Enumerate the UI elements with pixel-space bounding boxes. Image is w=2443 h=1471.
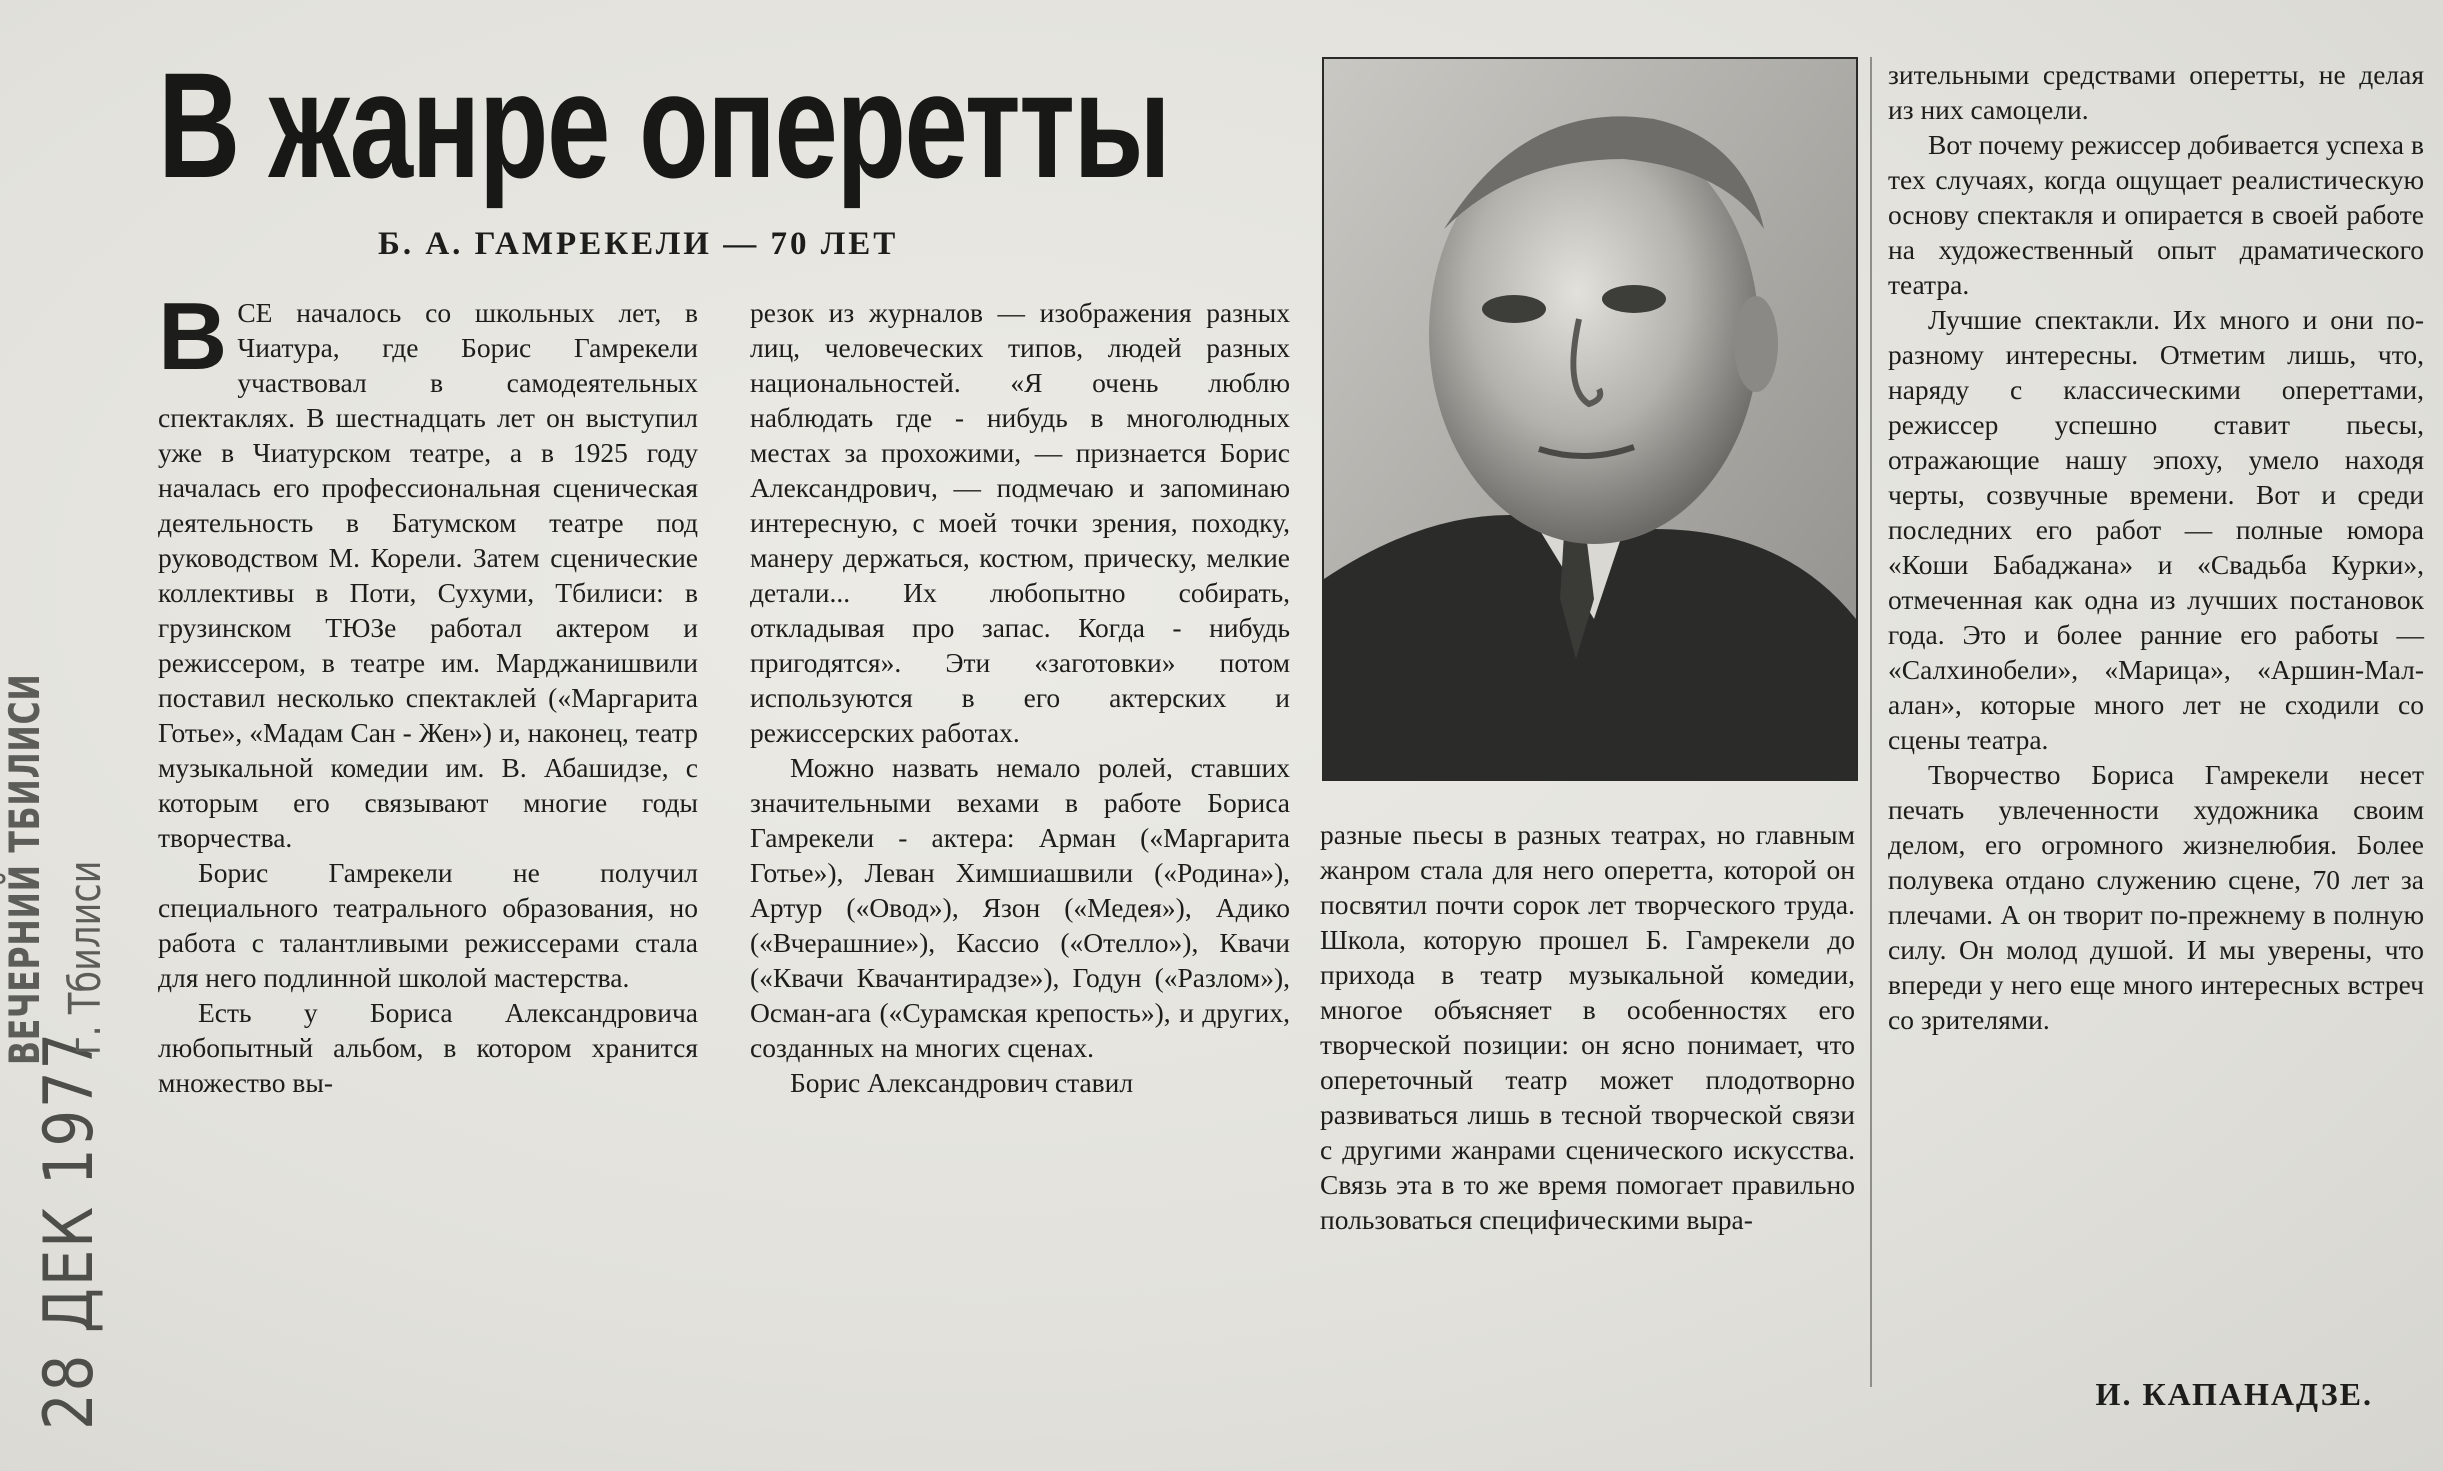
column-divider [1870,57,1872,1387]
paragraph: резок из журналов — изображения разных лиц, человеческих типов, людей разных национальностей. «Я очень люблю наблюдать где - нибудь в многолюдных местах за прохожими, — признается Борис Александрович, — подмечаю и запоминаю интересную, с моей точки зрения, походку, манеру держаться, костюм, прическу, мелкие детали... Их любопытно собирать, откладывая про запас. Когда - нибудь пригодятся». Эти «заготовки» потом используются в его актерских и режиссерских работах. [750,297,1290,748]
archive-stamp [0,190,150,1430]
drop-cap: В [158,283,228,390]
paragraph: Есть у Бориса Александровича любопытный альбом, в котором хранится множество вы- [158,997,698,1098]
text-column-4 [1888,57,2424,1037]
paragraph: Творчество Бориса Гамрекели несет печать увлеченности художника своим делом, его огромного жизнелюбия. Более полувека отдано служению сцене, 70 лет за плечами. А он творит по-прежнему в полную силу. Он молод душой. И мы уверены, что впереди у него еще много интересных встреч со зрителями. [1888,759,2424,1035]
text-column-1 [158,283,698,1100]
paragraph: разные пьесы в разных театрах, но главным жанром стала для него оперетта, которой он посвятил почти сорок лет творческого труда. Школа, которую прошел Б. Гамрекели до прихода в театр музыкальной комедии, многое объясняет в особенностях его творческой позиции: он ясно понимает, что опереточный театр может плодотворно развиваться лишь в тесной творческой связи с другими жанрами сценического искусства. Связь эта в то же время помогает правильно пользоваться специфическими выра- [1320,819,1855,1235]
stamp-city: г. Тбилиси [60,860,111,1055]
stamp-newspaper-name: ВЕЧЕРНИЙ ТБИЛИСИ [0,673,49,1065]
article-subhead: Б. А. ГАМРЕКЕЛИ — 70 ЛЕТ [378,226,899,262]
portrait-illustration [1324,59,1856,779]
text-column-2 [750,295,1290,1100]
paragraph: зительными средствами оперетты, не делая из них самоцели. [1888,59,2424,125]
paragraph: Борис Гамрекели не получил специального театрального образования, но работа с талантливыми режиссерами стала для него подлинной школой мастерства. [158,857,698,993]
portrait-photo [1322,57,1858,781]
text-column-3 [1320,817,1855,1237]
paragraph: Лучшие спектакли. Их много и они по-разному интересны. Отметим лишь, что, наряду с классическими опереттами, режиссер успешно ставит пьесы, отражающие нашу эпоху, умело находя черты, созвучные времени. Вот и среди последних его работ — полные юмора «Коши Бабаджана» и «Свадьба Курки», отмеченная как одна из лучших постановок года. Это и более ранние его работы — «Салхинобели», «Марица», «Аршин-Мал-алан», которые много лет не сходили со сцены театра. [1888,304,2424,755]
paragraph-text: СЕ началось со школьных лет, в Чиатура, где Борис Гамрекели участвовал в самодеятельных спектаклях. В шестнадцать лет он выступил уже в Чиатурском театре, а в 1925 году началась его профессиональная сценическая деятельность в Батумском театре под руководством М. Корели. Затем сценические коллективы в Поти, Сухуми, Тбилиси: в грузинском ТЮЗе работал актером и режиссером, в театре им. Марджанишвили поставил несколько спектаклей («Маргарита Готье», «Мадам Сан - Жен») и, наконец, театр музыкальной комедии им. В. Абашидзе, с которым его связывают многие годы творчества. [158,297,698,853]
author-signature: И. КАПАНАДЗЕ. [2095,1376,2373,1412]
paragraph: Борис Александрович ставил [790,1067,1134,1098]
stamp-date: 28 ДЕК 1977 [30,1031,109,1430]
paragraph [158,283,698,855]
paragraph: Вот почему режиссер добивается успеха в тех случаях, когда ощущает реалистическую основу спектакля и опирается в своей работе на художественный опыт драматического театра. [1888,129,2424,300]
paragraph: Можно назвать немало ролей, ставших значительными вехами в работе Бориса Гамрекели - актера: Арман («Маргарита Готье»), Леван Химшиашвили («Родина»), Артур («Овод»), Язон («Медея»), Адико («Вчерашние»), Кассио («Отелло»), Квачи («Квачи Квачантирадзе»), Годун («Разлом»), Осман-ага («Сурамская крепость»), и других, созданных на многих сценах. [750,752,1290,1063]
article-headline: В жанре оперетты [158,41,1170,209]
